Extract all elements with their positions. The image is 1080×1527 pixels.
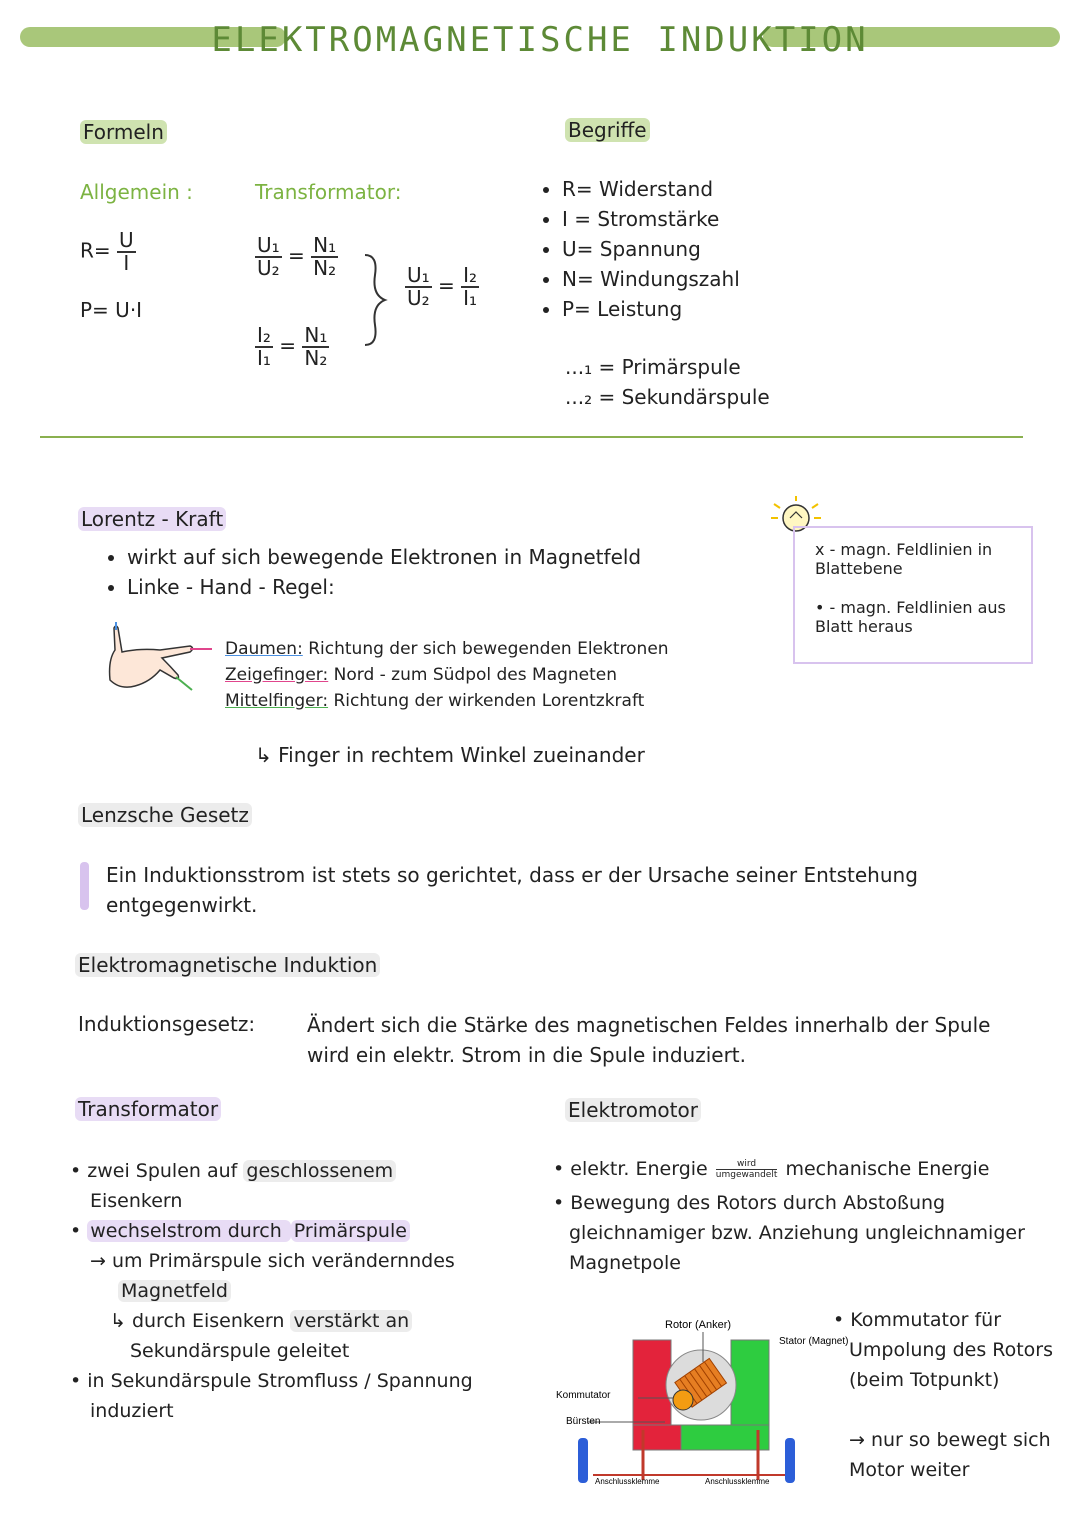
trafo-sub-2: ↳ durch Eisenkern verstärkt an — [70, 1306, 480, 1336]
index-2: ...₂ = Sekundärspule — [565, 385, 770, 409]
section-divider — [40, 436, 1023, 438]
begriff-item: • I = Stromstärke — [562, 204, 740, 234]
lenz-bar — [80, 862, 89, 910]
terminal-right-icon — [785, 1438, 795, 1483]
stator-south-base — [681, 1425, 769, 1450]
motor-bullet-1: • elektr. Energie wird umgewandelt mechanische Energie — [553, 1158, 990, 1180]
commutator-icon — [673, 1390, 693, 1410]
kommutator-note: • Kommutator für Umpolung des Rotors (beim Totpunkt) — [833, 1309, 1054, 1391]
begriff-item: • P= Leistung — [562, 294, 740, 324]
lenz-text: Ein Induktionsstrom ist stets so gerichtet, dass er der Ursache seiner Entstehung entgegenwirkt. — [106, 863, 918, 917]
induktion-heading: Elektromagnetische Induktion — [75, 953, 380, 977]
formula-trafo-2: $\frac{\text{I₂}}{\text{I₁}}$ = $\frac{\text{N₁}}{\text{N₂}}$ — [257, 323, 328, 370]
trafo-sub-2c: Sekundärspule geleitet — [130, 1340, 350, 1362]
left-hand-icon — [100, 620, 215, 700]
mittelfinger-row: Mittelfinger: Richtung der wirkenden Lorentzkraft — [225, 691, 645, 711]
label-rotor: Rotor (Anker) — [665, 1319, 732, 1331]
formula-trafo-3: $\frac{\text{U₁}}{\text{U₂}}$ = $\frac{\text{I₂}}{\text{I₁}}$ — [407, 263, 478, 310]
induktionsgesetz-text: Ändert sich die Stärke des magnetischen Feldes innerhalb der Spule wird ein elektr. Strom in die Spule induziert. — [307, 1013, 991, 1067]
zeigefinger-row: Zeigefinger: Nord - zum Südpol des Magneten — [225, 665, 618, 685]
terminal-left-icon — [578, 1438, 588, 1483]
formula-r: R= $\frac{U}{I}$ — [80, 228, 134, 275]
finger-note: ↳ Finger in rechtem Winkel zueinander — [255, 743, 645, 767]
trafo-bullet-1: • zwei Spulen auf geschlossenem — [70, 1156, 480, 1186]
field-lines-out: • - magn. Feldlinien aus Blatt heraus — [815, 598, 1006, 636]
trafo-bullet-1b: Eisenkern — [90, 1190, 183, 1212]
index-1: ...₁ = Primärspule — [565, 355, 741, 379]
trafo-sub-1b: Magnetfeld — [70, 1276, 480, 1306]
formeln-heading: Formeln — [80, 120, 167, 144]
allgemein-label: Allgemein : — [80, 180, 193, 204]
kommutator-sub: → nur so bewegt sich Motor weiter — [849, 1429, 1051, 1481]
trafo-bullet-3: • in Sekundärspule Stromfluss / Spannung induziert — [70, 1370, 473, 1422]
begriffe-heading: Begriffe — [565, 118, 650, 142]
lenz-heading: Lenzsche Gesetz — [78, 803, 252, 827]
daumen-row: Daumen: Richtung der sich bewegenden Elektronen — [225, 639, 669, 659]
transformator-notes — [70, 1156, 480, 1426]
finger-rules — [225, 636, 669, 714]
elektromotor-heading: Elektromotor — [565, 1098, 701, 1122]
label-buersten: Bürsten — [566, 1416, 601, 1427]
transformator-label: Transformator: — [255, 180, 402, 204]
label-klemme-2: Anschlussklemme — [705, 1477, 770, 1486]
trafo-bullet-2: • wechselstrom durch Primärspule — [70, 1216, 480, 1246]
curly-brace-icon — [360, 250, 390, 350]
lorentz-bullet: • Linke - Hand - Regel: — [127, 572, 641, 602]
trafo-sub-1: → um Primärspule sich verändernndes — [90, 1250, 455, 1272]
transformator-heading: Transformator — [75, 1097, 221, 1121]
formula-p: P= U·I — [80, 298, 143, 322]
lorentz-bullets — [105, 542, 641, 602]
induktionsgesetz-label: Induktionsgesetz: — [78, 1012, 256, 1036]
label-kommutator: Kommutator — [556, 1390, 611, 1401]
lorentz-heading: Lorentz - Kraft — [78, 507, 226, 531]
label-stator: Stator (Magnet) — [779, 1336, 849, 1347]
label-klemme-1: Anschlussklemme — [595, 1477, 660, 1486]
lorentz-bullet: • wirkt auf sich bewegende Elektronen in Magnetfeld — [127, 542, 641, 572]
formula-trafo-1: $\frac{\text{U₁}}{\text{U₂}}$ = $\frac{\text{N₁}}{\text{N₂}}$ — [257, 233, 337, 280]
motor-diagram — [553, 1310, 849, 1490]
begriff-item: • N= Windungszahl — [562, 264, 740, 294]
page-title: ELEKTROMAGNETISCHE INDUKTION — [211, 20, 869, 60]
motor-bullet-2: • Bewegung des Rotors durch Abstoßung gleichnamiger bzw. Anziehung ungleichnamiger Magnetpole — [553, 1192, 1025, 1274]
begriff-item: • R= Widerstand — [562, 174, 740, 204]
begriffe-list — [540, 174, 740, 324]
begriff-item: • U= Spannung — [562, 234, 740, 264]
field-lines-in: x - magn. Feldlinien in Blattebene — [815, 540, 993, 578]
